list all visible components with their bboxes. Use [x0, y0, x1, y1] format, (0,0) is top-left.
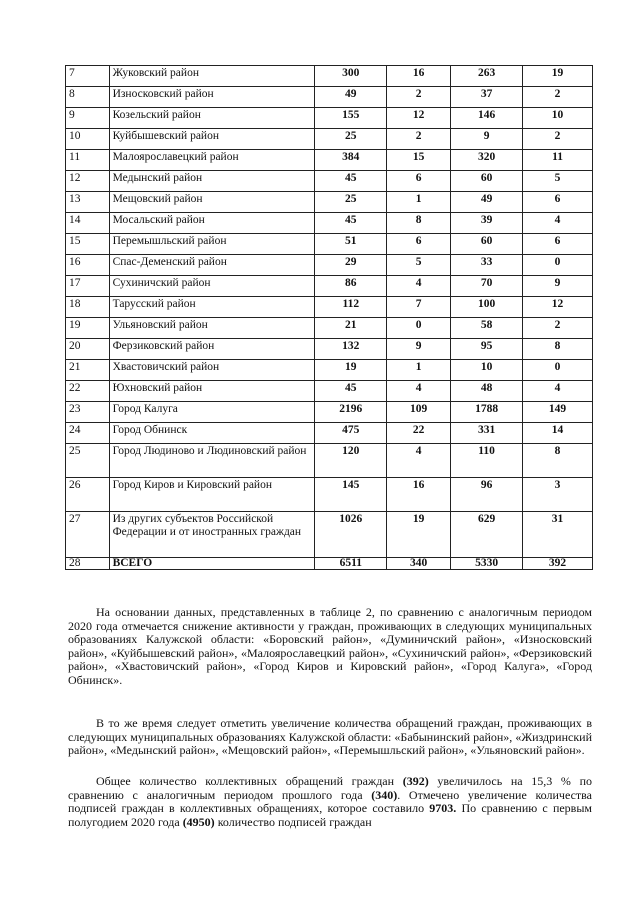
value-cell: 49	[451, 192, 523, 213]
district-name-cell: Козельский район	[109, 108, 315, 129]
value-cell: 384	[315, 150, 387, 171]
value-cell: 2	[387, 129, 451, 150]
value-cell: 5	[523, 171, 593, 192]
table-row	[66, 423, 593, 444]
value-cell: 6	[387, 171, 451, 192]
value-cell: 331	[451, 423, 523, 444]
table-row	[66, 108, 593, 129]
value-cell: 1026	[315, 512, 387, 558]
table-row	[66, 318, 593, 339]
value-cell: 9	[387, 339, 451, 360]
value-cell: 1	[387, 192, 451, 213]
value-cell: 86	[315, 276, 387, 297]
row-number-cell: 28	[66, 558, 110, 570]
value-cell: 8	[523, 339, 593, 360]
value-cell: 300	[315, 66, 387, 87]
table-row	[66, 512, 593, 558]
value-cell: 8	[523, 444, 593, 478]
value-cell: 16	[387, 478, 451, 512]
value-cell: 4	[523, 213, 593, 234]
value-cell: 145	[315, 478, 387, 512]
value-cell: 320	[451, 150, 523, 171]
district-name-cell: Тарусский район	[109, 297, 315, 318]
table-row	[66, 192, 593, 213]
value-cell: 149	[523, 402, 593, 423]
district-name-cell: Спас-Деменский район	[109, 255, 315, 276]
value-cell: 2	[387, 87, 451, 108]
value-cell: 112	[315, 297, 387, 318]
district-name-cell: Мосальский район	[109, 213, 315, 234]
table-row	[66, 171, 593, 192]
value-cell: 14	[523, 423, 593, 444]
table-row	[66, 339, 593, 360]
value-cell: 7	[387, 297, 451, 318]
row-number-cell: 8	[66, 87, 110, 108]
row-number-cell: 21	[66, 360, 110, 381]
paragraph-increase: В то же время следует отметить увеличение количества обращений граждан, проживающих в следующих муниципальных образованиях Калужской области: «Бабынинский район», «Жиздринский район», «Медынский район», «Мещовский район», «Перемышльский район», «Ульяновский район».	[68, 716, 592, 758]
value-cell: 37	[451, 87, 523, 108]
district-name-cell: Ферзиковский район	[109, 339, 315, 360]
value-cell: 6	[523, 234, 593, 255]
row-number-cell: 7	[66, 66, 110, 87]
value-cell: 49	[315, 87, 387, 108]
row-number-cell: 27	[66, 512, 110, 558]
table-row	[66, 255, 593, 276]
table-row	[66, 381, 593, 402]
district-name-cell: ВСЕГО	[109, 558, 315, 570]
value-cell: 51	[315, 234, 387, 255]
value-cell: 340	[387, 558, 451, 570]
value-cell: 10	[451, 360, 523, 381]
table-row	[66, 87, 593, 108]
value-cell: 19	[387, 512, 451, 558]
value-cell: 15	[387, 150, 451, 171]
table-row	[66, 129, 593, 150]
paragraph-bold-value: (4950)	[182, 814, 215, 829]
paragraph-text: Общее количество коллективных обращений граждан	[96, 774, 403, 788]
value-cell: 11	[523, 150, 593, 171]
value-cell: 19	[523, 66, 593, 87]
value-cell: 70	[451, 276, 523, 297]
value-cell: 5330	[451, 558, 523, 570]
paragraph-text: . Отмечено увеличение количества подписей граждан в коллективных обращениях, которое составило	[68, 787, 592, 816]
value-cell: 2	[523, 129, 593, 150]
value-cell: 155	[315, 108, 387, 129]
value-cell: 2196	[315, 402, 387, 423]
value-cell: 100	[451, 297, 523, 318]
row-number-cell: 15	[66, 234, 110, 255]
value-cell: 31	[523, 512, 593, 558]
row-number-cell: 19	[66, 318, 110, 339]
value-cell: 1788	[451, 402, 523, 423]
value-cell: 58	[451, 318, 523, 339]
value-cell: 0	[523, 255, 593, 276]
district-name-cell: Мещовский район	[109, 192, 315, 213]
value-cell: 45	[315, 213, 387, 234]
value-cell: 4	[387, 444, 451, 478]
value-cell: 475	[315, 423, 387, 444]
paragraph-collective	[68, 775, 592, 829]
row-number-cell: 9	[66, 108, 110, 129]
paragraph-bold-value: 9703.	[429, 801, 457, 816]
paragraph-bold-value: (340)	[371, 787, 398, 802]
table-row	[66, 402, 593, 423]
value-cell: 45	[315, 171, 387, 192]
district-name-cell: Перемышльский район	[109, 234, 315, 255]
row-number-cell: 18	[66, 297, 110, 318]
value-cell: 19	[315, 360, 387, 381]
district-name-cell: Из других субъектов Российской Федерации и от иностранных граждан	[109, 512, 315, 558]
value-cell: 5	[387, 255, 451, 276]
value-cell: 4	[523, 381, 593, 402]
value-cell: 45	[315, 381, 387, 402]
row-number-cell: 14	[66, 213, 110, 234]
value-cell: 48	[451, 381, 523, 402]
table-row	[66, 444, 593, 478]
value-cell: 9	[451, 129, 523, 150]
value-cell: 9	[523, 276, 593, 297]
value-cell: 29	[315, 255, 387, 276]
district-name-cell: Жуковский район	[109, 66, 315, 87]
value-cell: 2	[523, 87, 593, 108]
district-name-cell: Ульяновский район	[109, 318, 315, 339]
district-name-cell: Медынский район	[109, 171, 315, 192]
value-cell: 0	[387, 318, 451, 339]
table-row	[66, 276, 593, 297]
value-cell: 60	[451, 234, 523, 255]
district-name-cell: Город Обнинск	[109, 423, 315, 444]
district-name-cell: Город Калуга	[109, 402, 315, 423]
value-cell: 22	[387, 423, 451, 444]
table-row	[66, 213, 593, 234]
value-cell: 4	[387, 276, 451, 297]
value-cell: 120	[315, 444, 387, 478]
row-number-cell: 12	[66, 171, 110, 192]
value-cell: 0	[523, 360, 593, 381]
value-cell: 96	[451, 478, 523, 512]
district-name-cell: Сухиничский район	[109, 276, 315, 297]
value-cell: 132	[315, 339, 387, 360]
district-name-cell: Город Киров и Кировский район	[109, 478, 315, 512]
district-name-cell: Город Людиново и Людиновский район	[109, 444, 315, 478]
table-row	[66, 478, 593, 512]
row-number-cell: 23	[66, 402, 110, 423]
value-cell: 629	[451, 512, 523, 558]
value-cell: 109	[387, 402, 451, 423]
value-cell: 6	[523, 192, 593, 213]
statistics-table	[65, 65, 593, 570]
value-cell: 4	[387, 381, 451, 402]
paragraph-text: количество подписей граждан	[214, 814, 372, 829]
table-row	[66, 66, 593, 87]
value-cell: 21	[315, 318, 387, 339]
value-cell: 3	[523, 478, 593, 512]
row-number-cell: 24	[66, 423, 110, 444]
value-cell: 10	[523, 108, 593, 129]
table-row	[66, 234, 593, 255]
row-number-cell: 22	[66, 381, 110, 402]
value-cell: 1	[387, 360, 451, 381]
value-cell: 33	[451, 255, 523, 276]
value-cell: 8	[387, 213, 451, 234]
row-number-cell: 26	[66, 478, 110, 512]
district-name-cell: Малоярославецкий район	[109, 150, 315, 171]
value-cell: 110	[451, 444, 523, 478]
row-number-cell: 13	[66, 192, 110, 213]
value-cell: 16	[387, 66, 451, 87]
row-number-cell: 17	[66, 276, 110, 297]
row-number-cell: 16	[66, 255, 110, 276]
table-row	[66, 150, 593, 171]
table-row	[66, 558, 593, 570]
value-cell: 95	[451, 339, 523, 360]
paragraph-decrease: На основании данных, представленных в таблице 2, по сравнению с аналогичным периодом 2020 года отмечается снижение активности у граждан, проживающих в следующих муниципальных образованиях Калужской области: «Боровский район», «Думиничский район», «Износковский район», «Куйбышевский район», «Малоярославецкий район», «Сухиничский район», «Ферзиковский район», «Хвастовичский район», «Город Киров и Кировский район», «Город Калуга», «Город Обнинск».	[68, 605, 592, 687]
value-cell: 60	[451, 171, 523, 192]
district-name-cell: Юхновский район	[109, 381, 315, 402]
value-cell: 263	[451, 66, 523, 87]
paragraph-text: По сравнению с первым полугодием 2020 года	[68, 801, 593, 829]
district-name-cell: Куйбышевский район	[109, 129, 315, 150]
value-cell: 2	[523, 318, 593, 339]
value-cell: 25	[315, 129, 387, 150]
row-number-cell: 11	[66, 150, 110, 171]
paragraph-text: увеличилось на 15,3 % по сравнению с аналогичным периодом прошлого года	[68, 774, 592, 802]
value-cell: 25	[315, 192, 387, 213]
value-cell: 6	[387, 234, 451, 255]
value-cell: 146	[451, 108, 523, 129]
value-cell: 392	[523, 558, 593, 570]
row-number-cell: 20	[66, 339, 110, 360]
table-row	[66, 360, 593, 381]
paragraph-bold-value: (392)	[402, 774, 429, 788]
table-row	[66, 297, 593, 318]
value-cell: 12	[523, 297, 593, 318]
district-name-cell: Износковский район	[109, 87, 315, 108]
row-number-cell: 25	[66, 444, 110, 478]
value-cell: 39	[451, 213, 523, 234]
row-number-cell: 10	[66, 129, 110, 150]
value-cell: 6511	[315, 558, 387, 570]
district-name-cell: Хвастовичский район	[109, 360, 315, 381]
value-cell: 12	[387, 108, 451, 129]
